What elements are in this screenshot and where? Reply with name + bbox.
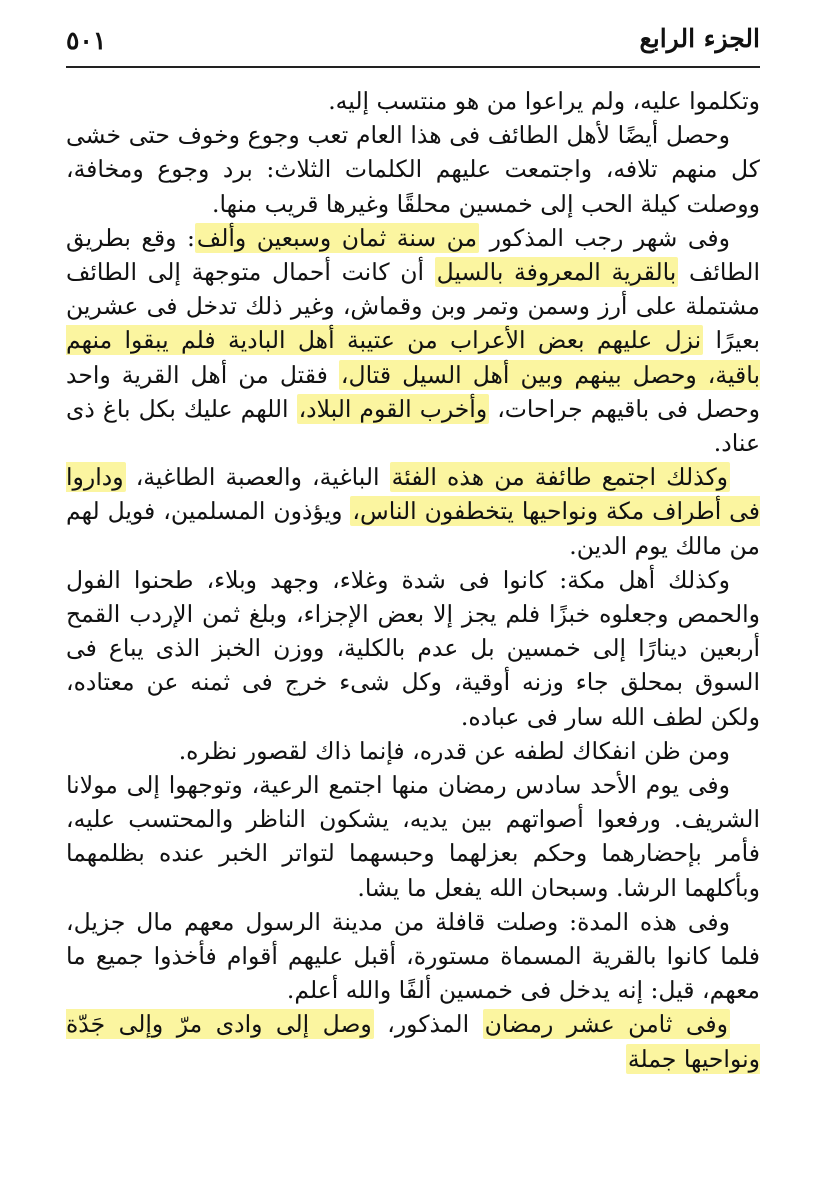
paragraph — [66, 563, 760, 734]
text-segment: المذكور، — [373, 1010, 483, 1039]
text-segment: : وقع بطريق الطائف — [66, 223, 760, 287]
paragraph — [66, 905, 760, 1008]
highlighted-text: بالقرية المعروفة بالسيل — [436, 258, 677, 287]
highlighted-text: وداروا فى أطراف مكة ونواحيها يتخطفون الناس، — [66, 463, 760, 526]
running-title: الجزء الرابع — [639, 24, 760, 53]
paragraph — [66, 84, 760, 118]
highlighted-text: وكذلك اجتمع طائفة من هذه الفئة — [391, 463, 728, 492]
text-segment: ويؤذون المسلمين، فويل لهم من مالك يوم الدين. — [66, 497, 760, 560]
paragraph — [66, 118, 760, 221]
text-segment: أن كانت أحمال متوجهة إلى الطائف مشتملة على أرز وسمن وتمر وبن وقماش، وغير ذلك تدخل فى عشرين بعيرًا — [66, 258, 761, 355]
text-segment: وفى هذه المدة: وصلت قافلة من مدينة الرسول معهم مال جزيل، فلما كانوا بالقرية المسماة مستورة، أقبل عليهم أقوام فأخذوا جميع ما معهم، قيل: إنه يدخل فى خمسين ألفًا والله أعلم. — [66, 907, 760, 1005]
text-segment: الباغية، والعصبة الطاغية، — [125, 463, 390, 492]
text-segment: وكذلك أهل مكة: كانوا فى شدة وغلاء، وجهد وبلاء، طحنوا الفول والحمص وجعلوه خبزًا فلم يجز إلا بعض الإجزاء، وبلغ ثمن الإردب القمح أربعين دينارًا إلى خمسين بل عدم بالكلية، ووزن الخبز الذى يباع فى السوق بمحلق جاء وزنه أوقية، وكل شىء خرج فى ثمنه عن معتاده، ولكن لطف الله سار فى عباده. — [66, 565, 760, 731]
text-segment: اللهم عليك بكل باغ ذى عناد. — [66, 394, 760, 458]
paragraph — [66, 221, 760, 460]
page-header — [66, 18, 760, 62]
paragraph — [66, 1007, 760, 1075]
header-rule — [66, 66, 760, 68]
text-segment: فقتل من أهل القرية واحد وحصل فى باقيهم جراحات، — [66, 360, 760, 423]
text-segment: وحصل أيضًا لأهل الطائف فى هذا العام تعب وجوع وخوف حتى خشى كل منهم تلافه، واجتمعت عليهم الكلمات الثلاث: برد وجوع ومخافة، ووصلت كيلة الحب إلى خمسين محلقًا وغيرها قريب منها. — [66, 121, 760, 218]
highlighted-text: من سنة ثمان وسبعين وألف — [196, 223, 478, 252]
paragraph — [66, 734, 760, 768]
text-segment: وفى يوم الأحد سادس رمضان منها اجتمع الرعية، وتوجهوا إلى مولانا الشريف. ورفعوا أصواتهم بين يديه، يشكون الناظر والمحتسب عليه، فأمر بإحضارهما وحكم بعزلهما وحبسهما لتواتر الخبر عنده بظلمهما وبأكلهما الرشا. وسبحان الله يفعل ما يشا. — [66, 771, 760, 902]
highlighted-text: وأخرب القوم البلاد، — [298, 394, 488, 423]
highlighted-text: نزل عليهم بعض الأعراب من عتيبة أهل البادية فلم يبقوا منهم باقية، وحصل بينهم وبين أهل السيل قتال، — [66, 326, 760, 389]
text-segment: ومن ظن انفكاك لطفه عن قدره، فإنما ذاك لقصور نظره. — [178, 736, 730, 765]
text-segment: وتكلموا عليه، ولم يراعوا من هو منتسب إليه. — [328, 87, 760, 115]
page-number: ٥٠١ — [66, 26, 107, 55]
highlighted-text: وصل إلى وادى مرّ وإلى جَدّة ونواحيها جملة — [66, 1010, 760, 1073]
paragraph — [66, 460, 760, 563]
highlighted-text: وفى ثامن عشر رمضان — [484, 1010, 728, 1039]
body-text — [66, 84, 760, 1076]
paragraph — [66, 768, 760, 905]
text-segment: وفى شهر رجب المذكور — [479, 223, 731, 252]
